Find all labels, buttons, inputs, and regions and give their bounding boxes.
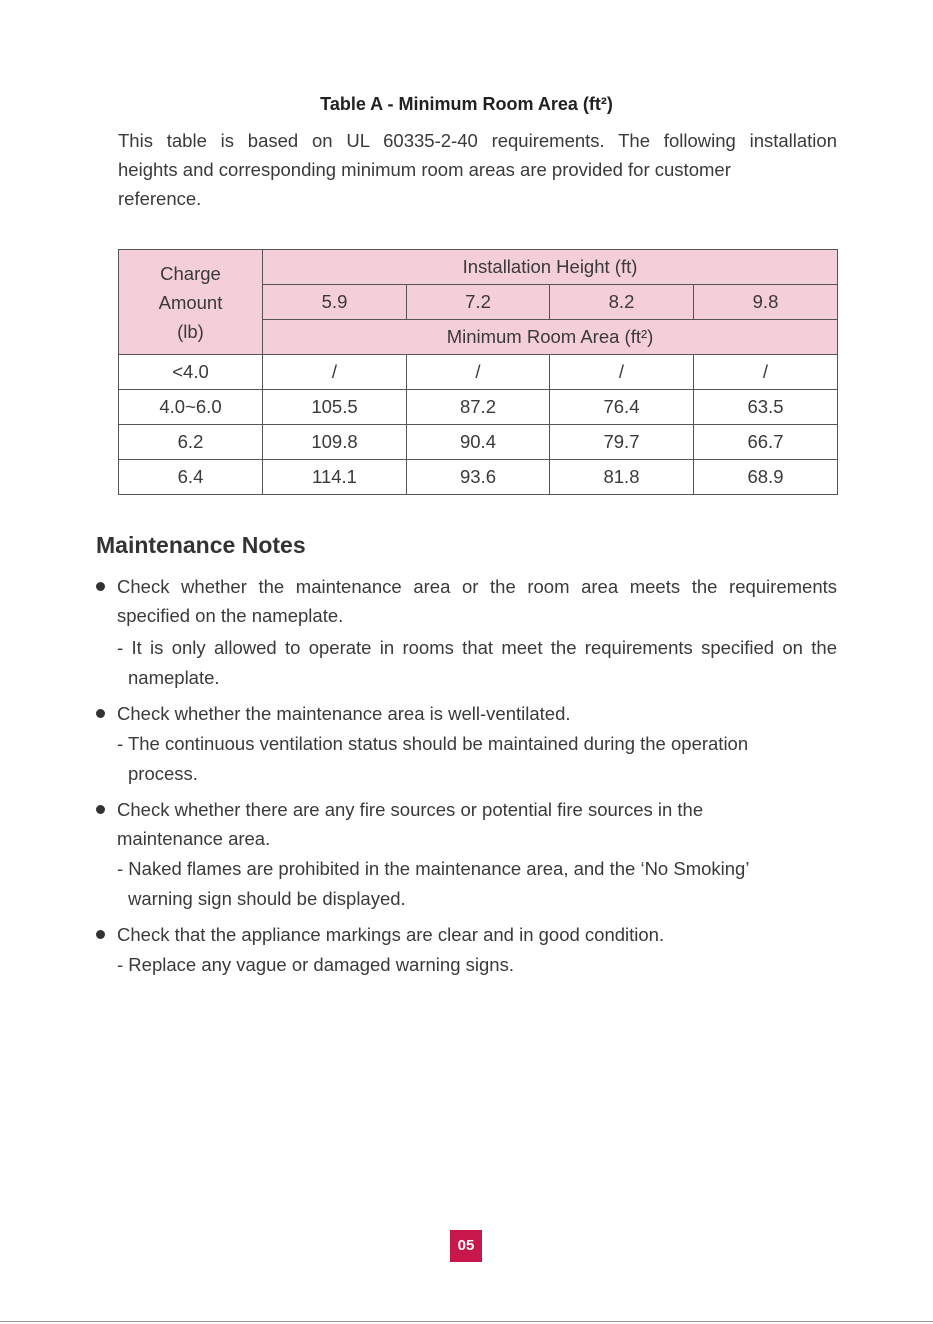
note-text: Check that the appliance markings are clear and in good condition. <box>117 924 665 945</box>
minimum-room-area-header: Minimum Room Area (ft²) <box>263 320 838 355</box>
list-item <box>96 572 837 630</box>
bullet-icon <box>96 805 105 814</box>
bullet-icon <box>96 930 105 939</box>
value-cell: / <box>263 355 407 390</box>
height-cell: 7.2 <box>407 285 550 320</box>
page-number-badge: 05 <box>450 1230 482 1262</box>
table-title: Table A - Minimum Room Area (ft²) <box>320 94 613 114</box>
value-cell: 105.5 <box>263 390 407 425</box>
intro-line: heights and corresponding minimum room areas are provided for customer <box>118 159 731 180</box>
note-subitem <box>96 633 837 693</box>
value-cell: 87.2 <box>407 390 550 425</box>
installation-height-header: Installation Height (ft) <box>263 250 838 285</box>
minimum-room-area-table <box>118 249 838 495</box>
intro-line: reference. <box>118 188 202 209</box>
bullet-icon <box>96 709 105 718</box>
height-cell: 5.9 <box>263 285 407 320</box>
value-cell: 90.4 <box>407 425 550 460</box>
value-cell: 68.9 <box>694 460 838 495</box>
intro-line: This table is based on UL 60335-2-40 requirements. The following installation <box>118 130 837 151</box>
value-cell: 93.6 <box>407 460 550 495</box>
value-cell: 79.7 <box>550 425 694 460</box>
note-text: Check whether there are any fire sources or potential fire sources in the <box>117 799 704 820</box>
intro-paragraph <box>118 126 837 213</box>
value-cell: 114.1 <box>263 460 407 495</box>
value-cell: 81.8 <box>550 460 694 495</box>
charge-cell: 6.4 <box>119 460 263 495</box>
note-subtext: nameplate. <box>128 667 220 688</box>
height-cell: 8.2 <box>550 285 694 320</box>
bullet-icon <box>96 582 105 591</box>
charge-cell: 4.0~6.0 <box>119 390 263 425</box>
note-subtext: warning sign should be displayed. <box>128 888 406 909</box>
value-cell: / <box>407 355 550 390</box>
charge-cell: 6.2 <box>119 425 263 460</box>
charge-header-line: Amount <box>158 291 223 313</box>
value-cell: 63.5 <box>694 390 838 425</box>
table-row <box>119 390 838 425</box>
note-subitem <box>96 729 837 789</box>
value-cell: 66.7 <box>694 425 838 460</box>
note-subtext: - Replace any vague or damaged warning signs. <box>117 954 514 975</box>
charge-header-line: Charge <box>160 262 221 284</box>
page-bottom-divider <box>0 1321 933 1322</box>
note-subitem <box>96 950 837 980</box>
note-subitem <box>96 854 837 914</box>
maintenance-notes-heading: Maintenance Notes <box>96 532 306 558</box>
note-text: maintenance area. <box>117 828 271 849</box>
note-subtext: process. <box>128 763 198 784</box>
charge-cell: <4.0 <box>119 355 263 390</box>
note-subtext: - It is only allowed to operate in rooms that meet the requirements specified on the <box>117 637 837 658</box>
note-subtext: - The continuous ventilation status should be maintained during the operation <box>117 733 749 754</box>
note-text: Check whether the maintenance area or the room area meets the requirements <box>117 576 837 597</box>
table-row <box>119 355 838 390</box>
table-row <box>119 460 838 495</box>
note-text: Check whether the maintenance area is well-ventilated. <box>117 703 571 724</box>
table-row <box>119 425 838 460</box>
list-item <box>96 920 837 949</box>
value-cell: 76.4 <box>550 390 694 425</box>
charge-header-line: (lb) <box>177 320 204 342</box>
value-cell: / <box>694 355 838 390</box>
value-cell: 109.8 <box>263 425 407 460</box>
height-cell: 9.8 <box>694 285 838 320</box>
list-item <box>96 795 837 853</box>
charge-amount-header <box>119 250 263 355</box>
list-item <box>96 699 837 728</box>
maintenance-notes-list <box>96 572 837 980</box>
note-text: specified on the nameplate. <box>117 605 344 626</box>
value-cell: / <box>550 355 694 390</box>
note-subtext: - Naked flames are prohibited in the maintenance area, and the ‘No Smoking’ <box>117 858 750 879</box>
